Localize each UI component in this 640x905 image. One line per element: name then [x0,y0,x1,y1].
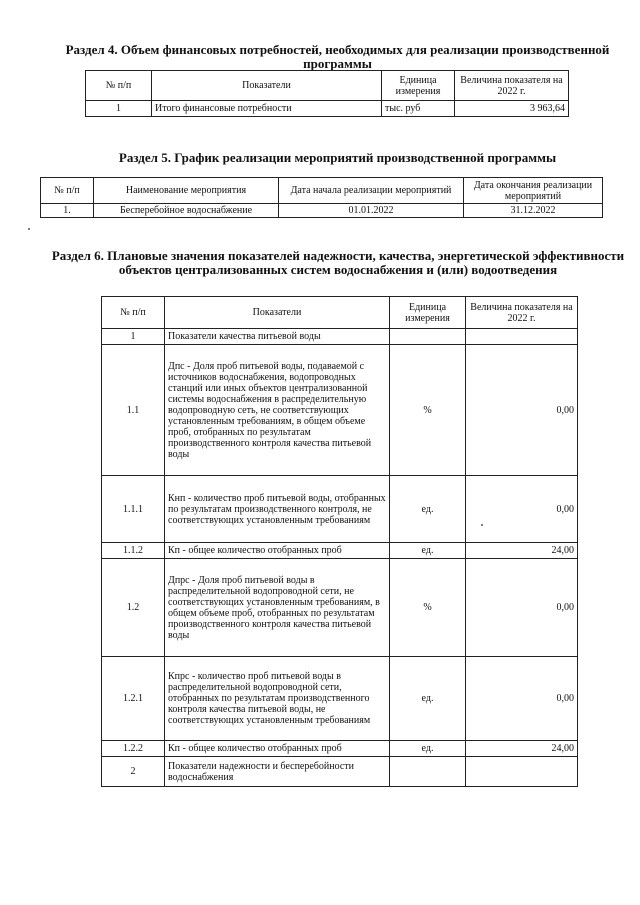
cell-unit: % [390,345,466,476]
cell-num: 1.2.2 [102,741,165,757]
cell-num: 1.1.2 [102,543,165,559]
section5-header-start: Дата начала реализации мероприятий [279,178,464,204]
section6-header-value: Величина показателя на 2022 г. [466,297,578,329]
section6-header-unit: Единица измерения [390,297,466,329]
cell-unit [390,757,466,787]
section6-header-num: № п/п [102,297,165,329]
cell-indicator: Дпрс - Доля проб питьевой воды в распределительной водопроводной сети, не соответствующих установленным требованиям, в общем объеме проб, отобранных по результатам производственного контроля качества питьевой воды [165,559,390,657]
cell-indicator: Показатели надежности и бесперебойности водоснабжения [165,757,390,787]
cell-num: 1.2.1 [102,657,165,741]
cell-end-date: 31.12.2022 [464,204,603,218]
cell-indicator: Кп - общее количество отобранных проб [165,741,390,757]
cell-value: 24,00 [466,741,578,757]
table-row [102,329,578,345]
table-row [41,204,603,218]
section4-header-num: № п/п [86,71,152,101]
cell-indicator: Кпрс - количество проб питьевой воды в распределительной водопроводной сети, отобранных по результатам производственного контроля качества питьевой воды, не соответствующих установленным требованиям [165,657,390,741]
cell-unit: ед. [390,543,466,559]
cell-num: 1 [102,329,165,345]
section5-header-name: Наименование мероприятия [94,178,279,204]
cell-start-date: 01.01.2022 [279,204,464,218]
cell-value: 0,00 [466,345,578,476]
cell-value [466,329,578,345]
cell-unit: ед. [390,476,466,543]
table-row [102,657,578,741]
table-row [102,543,578,559]
cell-value: 0,00 [466,476,578,543]
scan-speck [28,228,30,230]
section5-header-end: Дата окончания реализации мероприятий [464,178,603,204]
section4-header-indicator: Показатели [152,71,382,101]
table-row [102,559,578,657]
cell-num: 1.1.1 [102,476,165,543]
section6-table [101,296,578,787]
table-row [102,741,578,757]
section4-header-unit: Единица измерения [382,71,455,101]
cell-unit: ед. [390,657,466,741]
cell-num: 1.1 [102,345,165,476]
section5-table [40,177,603,218]
section6-title: Раздел 6. Плановые значения показателей надежности, качества, энергетической эффективности объектов централизованных систем водоснабжения и (или) водоотведения [51,248,625,277]
cell-num: 2 [102,757,165,787]
cell-indicator: Показатели качества питьевой воды [165,329,390,345]
table-row [102,345,578,476]
cell-unit [390,329,466,345]
section6-header-indicator: Показатели [165,297,390,329]
table-row [102,476,578,543]
table-row [102,757,578,787]
cell-indicator: Итого финансовые потребности [152,101,382,117]
cell-value: 3 963,64 [455,101,569,117]
cell-value: 24,00 [466,543,578,559]
cell-name: Бесперебойное водоснабжение [94,204,279,218]
cell-num: 1. [41,204,94,218]
section5-title: Раздел 5. График реализации мероприятий производственной программы [118,150,557,165]
cell-unit: ед. [390,741,466,757]
cell-unit: тыс. руб [382,101,455,117]
scan-speck [481,524,483,526]
section5-header-num: № п/п [41,178,94,204]
cell-value: 0,00 [466,657,578,741]
cell-value: 0,00 [466,559,578,657]
cell-num: 1.2 [102,559,165,657]
cell-indicator: Кнп - количество проб питьевой воды, отобранных по результатам производственного контроля, не соответствующих установленным требованиям [165,476,390,543]
section4-header-value: Величина показателя на 2022 г. [455,71,569,101]
section4-table [85,70,569,117]
cell-indicator: Дпс - Доля проб питьевой воды, подаваемой с источников водоснабжения, водопроводных станций или иных объектов централизованной системы водоснабжения в распределительную водопроводную сеть, не соответствующих установленным требованиям, в общем объеме проб, отобранных по результатам производственного контроля качества питьевой воды [165,345,390,476]
cell-unit: % [390,559,466,657]
cell-num: 1 [86,101,152,117]
section4-title: Раздел 4. Объем финансовых потребностей, необходимых для реализации производственной программы [65,42,610,71]
cell-indicator: Кп - общее количество отобранных проб [165,543,390,559]
table-row [86,101,569,117]
cell-value [466,757,578,787]
